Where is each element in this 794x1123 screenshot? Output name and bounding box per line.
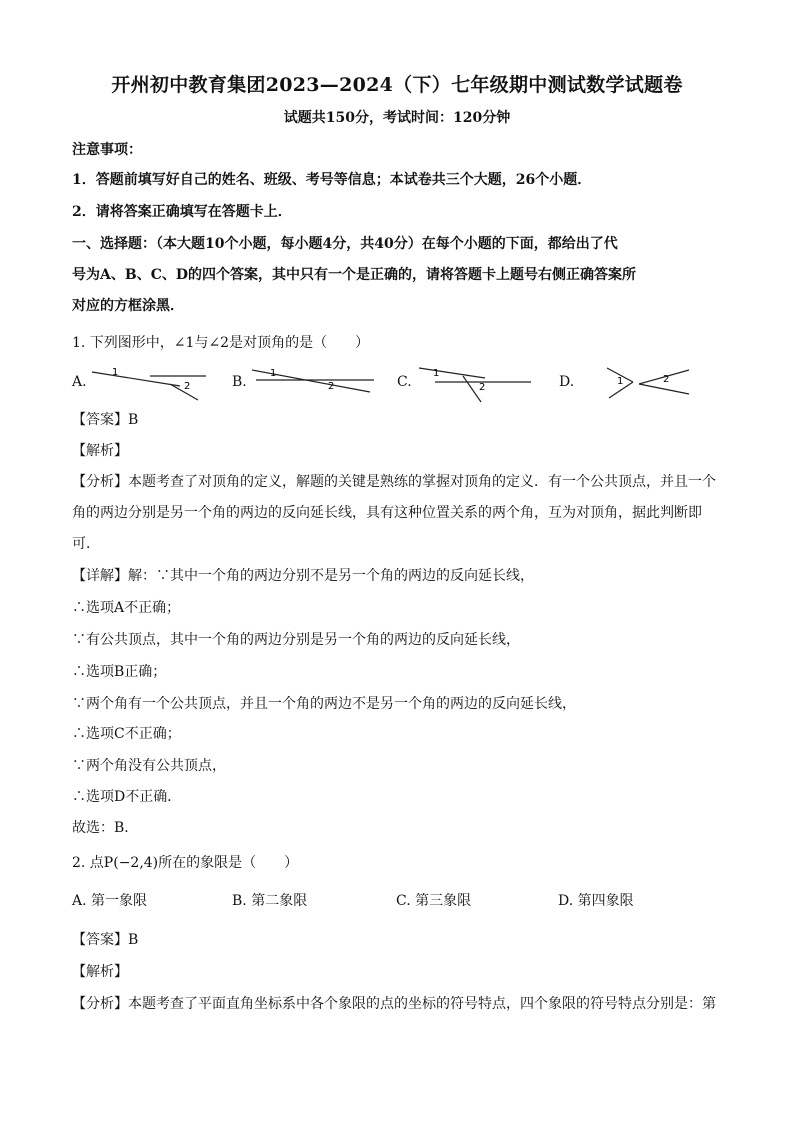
q1-figure-c-angle2: 2: [479, 382, 486, 393]
notes-heading: 注意事项：: [72, 142, 142, 158]
q1-detail-line: ∵两个角有一个公共顶点，并且一个角的两边不是另一个角的两边的反向延长线，: [72, 696, 576, 712]
q1-detail-line: ∴选项C不正确；: [72, 726, 181, 742]
q1-stem: 1. 下列图形中，∠1与∠2是对顶角的是（ ）: [72, 335, 370, 351]
q1-detail-line: ∴选项D不正确．: [72, 789, 182, 805]
q1-options: [72, 362, 732, 406]
q1-figure-d-angle2: 2: [663, 374, 670, 385]
q1-option-a-label: A.: [72, 374, 87, 390]
q1-option-d-label: D.: [559, 374, 575, 390]
q1-figure-b-angle2: 2: [328, 381, 335, 392]
q1-figure-c-angle1: 1: [433, 368, 440, 379]
section1-line1: 一、选择题：（本大题10个小题，每小题4分，共40分）在每个小题的下面，都给出了代: [72, 236, 618, 252]
section1-line2: 号为A、B、C、D的四个答案，其中只有一个是正确的，请将答题卡上题号右侧正确答案所: [72, 267, 636, 283]
q1-detail-line: ∴选项A不正确；: [72, 600, 181, 616]
q1-option-c: [397, 362, 547, 406]
q1-option-b: [232, 362, 382, 406]
q1-analysis-tag: 【解析】: [72, 443, 128, 459]
q1-fenxi-line3: 可．: [72, 536, 100, 552]
q2-answer: 【答案】B: [72, 932, 139, 948]
q1-detail-line: 故选：B．: [72, 820, 139, 836]
q1-detail-line: ∴选项B正确；: [72, 664, 167, 680]
q1-option-b-label: B.: [232, 374, 247, 390]
q1-option-c-label: C.: [397, 374, 412, 390]
q1-answer: 【答案】B: [72, 412, 139, 428]
q2-choice-b: B. 第二象限: [232, 893, 308, 909]
notes-item-2: 2．请将答案正确填写在答题卡上．: [72, 204, 292, 220]
q1-fenxi-line2: 角的两边分别是另一个角的两边的反向延长线，具有这种位置关系的两个角，互为对顶角，据此判断即: [72, 505, 702, 521]
q1-fenxi-line1: 【分析】本题考查了对顶角的定义，解题的关键是熟练的掌握对顶角的定义．有一个公共顶点，并且一个: [72, 474, 716, 490]
q1-detail-line: 【详解】解：∵其中一个角的两边分别不是另一个角的两边的反向延长线，: [72, 568, 534, 584]
section1-line3: 对应的方框涂黑．: [72, 298, 184, 314]
q1-figure-a: [90, 362, 210, 406]
exam-subtitle: 试题共150分，考试时间：120分钟: [283, 110, 511, 126]
q1-figure-b-angle1: 1: [270, 368, 277, 379]
q1-figure-b: [250, 362, 380, 406]
q1-figure-a-angle2: 2: [184, 381, 191, 392]
q1-figure-d: [577, 362, 707, 406]
q2-analysis-tag: 【解析】: [72, 964, 128, 980]
q1-figure-c: [415, 362, 545, 406]
q2-choice-c: C. 第三象限: [396, 893, 472, 909]
q2-stem: 2. 点P(−2,4)所在的象限是（ ）: [72, 855, 299, 871]
q2-choice-d: D. 第四象限: [558, 893, 634, 909]
q1-option-d: [559, 362, 709, 406]
q2-fenxi-line1: 【分析】本题考查了平面直角坐标系中各个象限的点的坐标的符号特点，四个象限的符号特点分别是：第: [72, 996, 716, 1012]
q1-detail-line: ∵两个角没有公共顶点，: [72, 758, 226, 774]
q2-choice-a: A. 第一象限: [72, 893, 148, 909]
q1-detail-line: ∵有公共顶点，其中一个角的两边分别是另一个角的两边的反向延长线，: [72, 632, 520, 648]
notes-item-1: 1．答题前填写好自己的姓名、班级、考号等信息；本试卷共三个大题，26个小题．: [72, 172, 592, 188]
q1-figure-a-angle1: 1: [112, 367, 119, 378]
exam-title: 开州初中教育集团2023—2024（下）七年级期中测试数学试题卷: [111, 74, 683, 96]
q1-figure-d-angle1: 1: [617, 376, 624, 387]
q1-option-a: [72, 362, 212, 406]
